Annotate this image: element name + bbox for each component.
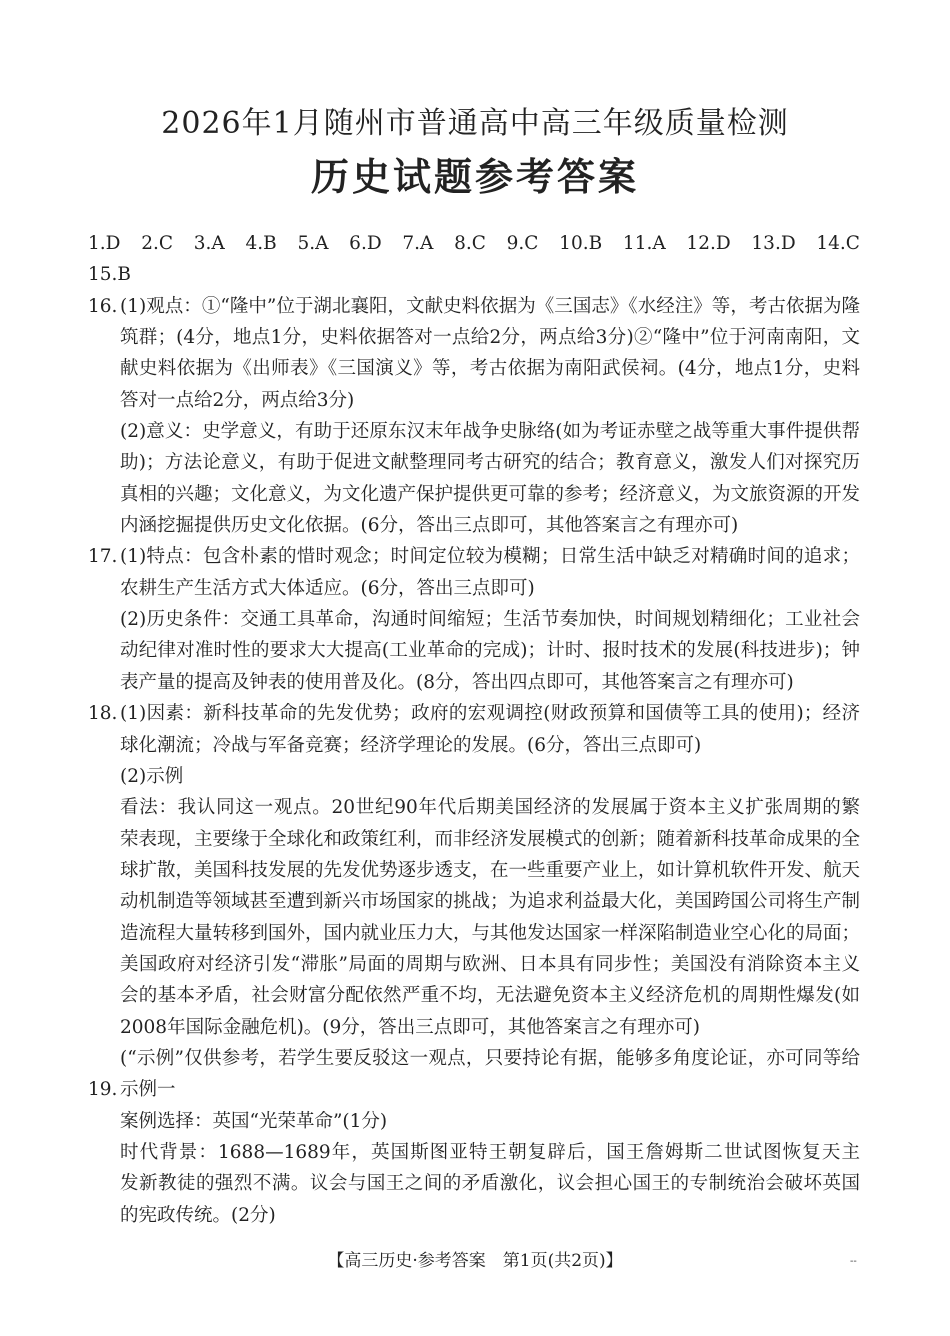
answer-line [88, 949, 860, 980]
answer-line [88, 322, 860, 353]
answer-item: 5.A [297, 233, 329, 254]
answer-line [88, 604, 860, 635]
line-text: 时代背景：1688—1689年，英国斯图亚特王朝复辟后，国王詹姆斯二世试图恢复天主 [120, 1141, 860, 1163]
line-text: 答对一点给2分，两点给3分) [120, 389, 355, 411]
answer-line [88, 730, 860, 761]
line-text: 真相的兴趣；文化意义，为文化遗产保护提供更可靠的参考；经济意义，为文旅资源的开发 [120, 483, 860, 505]
page-footer: 【高三历史·参考答案 第1页(共2页)】 [327, 1251, 623, 1271]
answer-line [88, 761, 860, 792]
line-text: 发新教徒的强烈不满。议会与国王之间的矛盾激化，议会担心国王的专制统治会破坏英国 [120, 1173, 860, 1195]
line-text: (1)观点：①“隆中”位于湖北襄阳，文献史料依据为《三国志》《水经注》等，考古依据为隆 [120, 295, 860, 317]
answer-item: 4.B [245, 233, 277, 254]
answer-item: 3.A [193, 233, 225, 254]
answer-item: 2.C [141, 233, 174, 254]
answer-line [88, 918, 860, 949]
line-text: 球扩散，美国科技发展的先发优势逐步透支，在一些重要产业上，如计算机软件开发、航天 [120, 859, 860, 881]
question-number: 16. [88, 295, 118, 317]
answer-line [88, 573, 860, 604]
answer-item: 10.B [559, 233, 603, 254]
answer-line [88, 416, 860, 447]
line-text: 示例一 [120, 1079, 176, 1101]
answer-item: 12.D [686, 233, 731, 254]
question-number: 17. [88, 546, 118, 568]
line-text: 动机制造等领域甚至遭到新兴市场国家的挑战；为追求利益最大化，美国跨国公司将生产制 [120, 891, 860, 913]
line-text: 案例选择：英国“光荣革命”(1分) [120, 1110, 388, 1132]
answer-line [88, 980, 860, 1011]
answer-item: 14.C [816, 233, 860, 254]
answer-line [88, 635, 860, 666]
answer-line [88, 1043, 860, 1074]
line-text: 内涵挖掘提供历史文化依据。(6分，答出三点即可，其他答案言之有理亦可) [120, 515, 739, 537]
line-text: (2)历史条件：交通工具革命，沟通时间缩短；生活节奏加快，时间规划精细化；工业社会 [120, 609, 860, 631]
line-text: 农耕生产生活方式大体适应。(6分，答出三点即可) [120, 577, 535, 599]
line-text: 荣表现，主要缘于全球化和政策红利，而非经济发展模式的创新；随着新科技革命成果的全 [120, 828, 860, 850]
line-text: 美国政府对经济引发“滞胀”局面的周期与欧洲、日本具有同步性；美国没有消除资本主义 [120, 953, 860, 975]
multiple-choice-answers [88, 228, 860, 259]
question-number: 19. [88, 1079, 118, 1101]
answer-line [88, 541, 860, 572]
document-title: 历史试题参考答案 [310, 154, 639, 199]
answer-line [88, 886, 860, 917]
line-text: 看法：我认同这一观点。20世纪90年代后期美国经济的发展属于资本主义扩张周期的繁 [120, 797, 860, 819]
corner-mark: -- [850, 1256, 857, 1267]
answer-line [88, 698, 860, 729]
answer-line [88, 353, 860, 384]
answer-item: 7.A [402, 233, 434, 254]
answer-line [88, 447, 860, 478]
line-text: 会的基本矛盾，社会财富分配依然严重不均，无法避免资本主义经济危机的周期性爆发(如 [120, 985, 860, 1007]
line-text: 的宪政传统。(2分) [120, 1204, 276, 1226]
answer-line [88, 667, 860, 698]
line-text: 助)；方法论意义，有助于促进文献整理同考古研究的结合；教育意义，激发人们对探究历 [120, 452, 860, 474]
line-text: 献史料依据为《出师表》《三国演义》等，考古依据为南阳武侯祠。(4分，地点1分，史料 [120, 358, 860, 380]
answer-item: 9.C [506, 233, 539, 254]
line-text: (1)因素：新科技革命的先发优势；政府的宏观调控(财政预算和国债等工具的使用)；经济 [120, 703, 860, 725]
answer-item: 1.D [88, 233, 121, 254]
answer-line [88, 1106, 860, 1137]
line-text: 动纪律对准时性的要求大大提高(工业革命的完成)；计时、报时技术的发展(科技进步)；钟 [120, 640, 860, 662]
answer-line [88, 1137, 860, 1168]
line-text: 2008年国际金融危机)。(9分，答出三点即可，其他答案言之有理亦可) [120, 1016, 701, 1038]
answer-line [88, 792, 860, 823]
line-text: 造流程大量转移到国外，国内就业压力大，与其他发达国家一样深陷制造业空心化的局面； [120, 922, 860, 944]
line-text: 筑群；(4分，地点1分，史料依据答对一点给2分，两点给3分)②“隆中”位于河南南阳，文 [120, 327, 860, 349]
line-text: 球化潮流；冷战与军备竞赛；经济学理论的发展。(6分，答出三点即可) [120, 734, 702, 756]
answer-line [88, 510, 860, 541]
answer-item: 11.A [622, 233, 666, 254]
exam-title: 2026年1月随州市普通高中高三年级质量检测 [161, 106, 789, 141]
answer-item: 8.C [454, 233, 486, 254]
line-text: (“示例”仅供参考，若学生要反驳这一观点，只要持论有据，能够多角度论证，亦可同等给 [120, 1047, 860, 1069]
answer-item: 6.D [349, 233, 382, 254]
answer-line [88, 1200, 860, 1231]
line-text: (2)示例 [120, 765, 184, 787]
answer-line [88, 1074, 860, 1105]
line-text: (1)特点：包含朴素的惜时观念；时间定位较为模糊；日常生活中缺乏对精确时间的追求； [120, 546, 860, 568]
answer-line [88, 824, 860, 855]
answer-item: 13.D [751, 233, 796, 254]
answer-line [88, 1012, 860, 1043]
multiple-choice-answers-2: 15.B [88, 264, 132, 286]
answer-line [88, 291, 860, 322]
line-text: 表产量的提高及钟表的使用普及化。(8分，答出四点即可，其他答案言之有理亦可) [120, 671, 794, 693]
question-number: 18. [88, 703, 118, 725]
answer-line [88, 479, 860, 510]
answer-line [88, 855, 860, 886]
answer-line [88, 1168, 860, 1199]
line-text: (2)意义：史学意义，有助于还原东汉末年战争史脉络(如为考证赤壁之战等重大事件提供帮 [120, 421, 860, 443]
answer-line [88, 385, 860, 416]
answer-body [88, 228, 860, 1231]
